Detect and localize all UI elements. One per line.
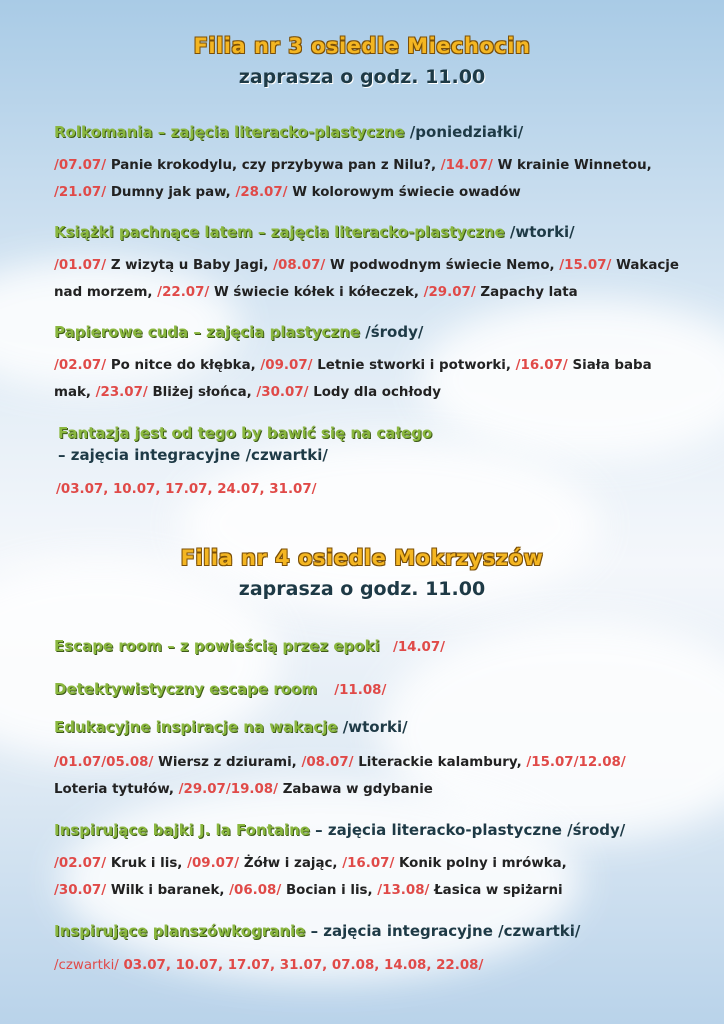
date: /30.07/ (54, 883, 107, 898)
date: /22.07/ (157, 285, 210, 300)
topic: Wakacje (616, 258, 679, 273)
schedule-line (56, 482, 317, 497)
schedule-line (54, 358, 652, 373)
date: /28.07/ (235, 185, 288, 200)
section-time-mokrzyszow: zaprasza o godz. 11.00 (238, 578, 486, 600)
dates: /03.07, 10.07, 17.07, 24.07, 31.07/ (56, 482, 317, 497)
activity-day: /wtorki/ (509, 223, 575, 241)
schedule-line (54, 856, 567, 871)
date: /16.07/ (515, 358, 568, 373)
topic: Wilk i baranek, (110, 883, 225, 898)
topic: mak, (54, 385, 91, 400)
activity-name: Escape room – z powieścią przez epoki (54, 637, 380, 655)
date: /13.08/ (377, 883, 430, 898)
topic: Łasica w spiżarni (434, 883, 563, 898)
dates: 03.07, 10.07, 17.07, 31.07, 07.08, 14.08, 22.08/ (123, 958, 484, 973)
date: /01.07/ (54, 258, 107, 273)
date: /14.07/ (440, 158, 493, 173)
topic: Literackie kalambury, (358, 755, 522, 770)
topic: Żółw i zając, (243, 856, 338, 871)
topic: Loteria tytułów, (54, 782, 174, 797)
activity-name: Rolkomania – zajęcia literacko-plastyczne (54, 123, 405, 141)
topic: Wiersz z dziurami, (158, 755, 297, 770)
topic: Letnie stworki i potworki, (317, 358, 511, 373)
activity-name: Książki pachnące latem – zajęcia literacko-plastyczne (54, 223, 505, 241)
topic: Lody dla ochłody (313, 385, 441, 400)
activity-date: /11.08/ (334, 683, 387, 698)
topic: Bocian i lis, (285, 883, 373, 898)
schedule-line (54, 158, 652, 173)
section-time-miechocin: zaprasza o godz. 11.00 (238, 66, 486, 88)
topic: Kruk i lis, (110, 856, 183, 871)
schedule-line (54, 285, 578, 300)
topic: Dumny jak paw, (110, 185, 231, 200)
activity-name: Inspirujące planszówkogranie (54, 922, 306, 940)
topic: Bliżej słońca, (152, 385, 252, 400)
date: /30.07/ (256, 385, 309, 400)
schedule-line (54, 385, 441, 400)
date: /09.07/ (260, 358, 313, 373)
topic: nad morzem, (54, 285, 153, 300)
schedule-line (54, 185, 521, 200)
activity-title-ksiazki (54, 223, 575, 241)
topic: W podwodnym świecie Nemo, (329, 258, 555, 273)
schedule-line (54, 958, 483, 973)
date: /15.07/ (559, 258, 612, 273)
date: /08.07/ (273, 258, 326, 273)
date: /07.07/ (54, 158, 107, 173)
topic: Siała baba (572, 358, 652, 373)
topic: W świecie kółek i kółeczek, (213, 285, 419, 300)
topic: Zapachy lata (480, 285, 578, 300)
schedule-line (54, 755, 626, 770)
activity-title-escape (54, 637, 445, 655)
activity-name: Papierowe cuda – zajęcia plastyczne (54, 323, 360, 341)
date: /15.07/12.08/ (526, 755, 626, 770)
date: /23.07/ (95, 385, 148, 400)
activity-title-papierowe (54, 323, 423, 341)
date: /01.07/05.08/ (54, 755, 154, 770)
date: /21.07/ (54, 185, 107, 200)
activity-day: – zajęcia integracyjne /czwartki/ (310, 922, 581, 940)
activity-title-rolkomania (54, 123, 523, 141)
activity-name: Detektywistyczny escape room (54, 680, 317, 698)
activity-day: /środy/ (365, 323, 424, 341)
topic: W kolorowym świecie owadów (292, 185, 521, 200)
activity-day: – zajęcia integracyjne /czwartki/ (58, 446, 328, 464)
topic: Zabawa w gdybanie (282, 782, 433, 797)
activity-title-fantazja: Fantazja jest od tego by bawić się na całego (58, 424, 433, 442)
section-heading-miechocin: Filia nr 3 osiedle Miechocin (193, 34, 531, 58)
date: /06.08/ (229, 883, 282, 898)
topic: Z wizytą u Baby Jagi, (110, 258, 269, 273)
activity-title-edukacyjne (54, 718, 408, 736)
activity-name: Edukacyjne inspiracje na wakacje (54, 718, 338, 736)
activity-date: /14.07/ (392, 640, 446, 655)
activity-day: /wtorki/ (342, 718, 408, 736)
topic: Po nitce do kłębka, (110, 358, 256, 373)
schedule-line (54, 883, 563, 898)
section-heading-mokrzyszow: Filia nr 4 osiedle Mokrzyszów (180, 546, 544, 570)
date: /02.07/ (54, 856, 107, 871)
activity-subtitle-fantazja (58, 446, 328, 464)
activity-day: /poniedziałki/ (409, 123, 524, 141)
date: /16.07/ (342, 856, 395, 871)
activity-title-planszowki (54, 922, 580, 940)
topic: Konik polny i mrówka, (399, 856, 567, 871)
date: /08.07/ (301, 755, 354, 770)
topic: Panie krokodylu, czy przybywa pan z Nilu?, (110, 158, 437, 173)
date: /02.07/ (54, 358, 107, 373)
activity-title-bajki (54, 821, 625, 839)
activity-title-detektyw (54, 680, 386, 698)
activity-name: Inspirujące bajki J. la Fontaine (54, 821, 310, 839)
date: /29.07/ (423, 285, 476, 300)
schedule-line (54, 782, 433, 797)
date: /09.07/ (187, 856, 240, 871)
topic: W krainie Winnetou, (497, 158, 652, 173)
date: /czwartki/ (54, 958, 119, 973)
date: /29.07/19.08/ (178, 782, 279, 797)
schedule-line (54, 258, 679, 273)
activity-day: – zajęcia literacko-plastyczne /środy/ (315, 821, 626, 839)
